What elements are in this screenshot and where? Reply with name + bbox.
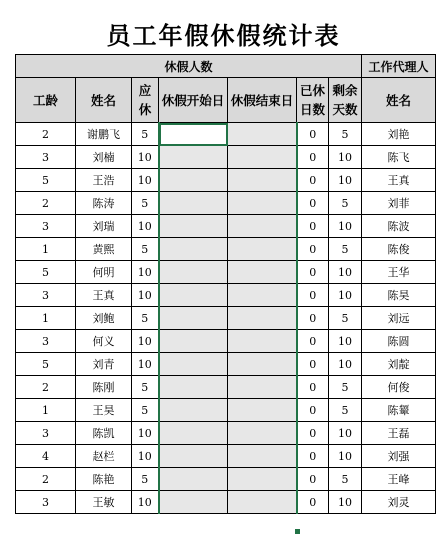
cell-entitled[interactable]: 10 <box>132 445 159 468</box>
col-header-end-date[interactable]: 休假结束日 <box>228 78 297 123</box>
cell-remaining[interactable]: 5 <box>329 192 362 215</box>
cell-remaining[interactable]: 10 <box>329 215 362 238</box>
cell-entitled[interactable]: 10 <box>132 146 159 169</box>
cell-seniority[interactable]: 1 <box>16 307 76 330</box>
table-row <box>16 353 436 376</box>
cell-taken[interactable]: 0 <box>297 491 329 514</box>
cell-end-date[interactable] <box>228 284 297 307</box>
cell-agent-name[interactable]: 刘菲 <box>362 192 436 215</box>
table-row <box>16 491 436 514</box>
cell-seniority[interactable]: 3 <box>16 422 76 445</box>
table-row <box>16 238 436 261</box>
table-row <box>16 468 436 491</box>
cell-end-date[interactable] <box>228 215 297 238</box>
cell-start-date[interactable] <box>159 445 228 468</box>
table-row <box>16 284 436 307</box>
table-row <box>16 399 436 422</box>
cell-name[interactable]: 陈刚 <box>76 376 132 399</box>
cell-entitled[interactable]: 5 <box>132 376 159 399</box>
cell-end-date[interactable] <box>228 330 297 353</box>
cell-remaining[interactable]: 5 <box>329 399 362 422</box>
cell-start-date[interactable] <box>159 284 228 307</box>
cell-start-date[interactable] <box>159 491 228 514</box>
cell-start-date[interactable] <box>159 353 228 376</box>
cell-agent-name[interactable]: 刘远 <box>362 307 436 330</box>
cell-taken[interactable]: 0 <box>297 468 329 491</box>
cell-seniority[interactable]: 1 <box>16 399 76 422</box>
cell-seniority[interactable]: 5 <box>16 353 76 376</box>
cell-name[interactable]: 王敏 <box>76 491 132 514</box>
cell-name[interactable]: 刘青 <box>76 353 132 376</box>
table-row <box>16 376 436 399</box>
cell-taken[interactable]: 0 <box>297 399 329 422</box>
cell-name[interactable]: 王昊 <box>76 399 132 422</box>
col-header-agent-name[interactable]: 姓名 <box>362 78 436 123</box>
cell-taken[interactable]: 0 <box>297 215 329 238</box>
cell-taken[interactable]: 0 <box>297 445 329 468</box>
cell-seniority[interactable]: 5 <box>16 261 76 284</box>
cell-start-date[interactable] <box>159 215 228 238</box>
cell-agent-name[interactable]: 刘艳 <box>362 123 436 146</box>
cell-end-date[interactable] <box>228 376 297 399</box>
cell-remaining[interactable]: 5 <box>329 307 362 330</box>
cell-seniority[interactable]: 2 <box>16 376 76 399</box>
cell-entitled[interactable]: 5 <box>132 399 159 422</box>
cell-start-date[interactable] <box>159 307 228 330</box>
cell-agent-name[interactable]: 刘靛 <box>362 353 436 376</box>
table-row <box>16 422 436 445</box>
cell-name[interactable]: 王浩 <box>76 169 132 192</box>
cell-name[interactable]: 黄熙 <box>76 238 132 261</box>
cell-end-date[interactable] <box>228 238 297 261</box>
cell-start-date[interactable] <box>159 376 228 399</box>
cell-end-date[interactable] <box>228 445 297 468</box>
cell-agent-name[interactable]: 刘强 <box>362 445 436 468</box>
cell-taken[interactable]: 0 <box>297 123 329 146</box>
cell-taken[interactable]: 0 <box>297 238 329 261</box>
cell-name[interactable]: 陈艳 <box>76 468 132 491</box>
col-header-entitled[interactable]: 应休 <box>132 78 159 123</box>
cell-entitled[interactable]: 5 <box>132 468 159 491</box>
cell-remaining[interactable]: 10 <box>329 491 362 514</box>
cell-name[interactable]: 刘瑞 <box>76 215 132 238</box>
group-header-leave[interactable]: 休假人数 <box>16 55 362 78</box>
col-header-taken[interactable]: 已休日数 <box>297 78 329 123</box>
cell-agent-name[interactable]: 陈飞 <box>362 146 436 169</box>
table-row <box>16 146 436 169</box>
cell-entitled[interactable]: 5 <box>132 123 159 146</box>
cell-remaining[interactable]: 5 <box>329 123 362 146</box>
cell-remaining[interactable]: 10 <box>329 422 362 445</box>
cell-agent-name[interactable]: 王真 <box>362 169 436 192</box>
cell-taken[interactable]: 0 <box>297 169 329 192</box>
cell-agent-name[interactable]: 陈颦 <box>362 399 436 422</box>
table-row <box>16 169 436 192</box>
cell-name[interactable]: 陈凯 <box>76 422 132 445</box>
cell-start-date[interactable] <box>159 330 228 353</box>
cell-seniority[interactable]: 3 <box>16 491 76 514</box>
cell-agent-name[interactable]: 陈昊 <box>362 284 436 307</box>
cell-name[interactable]: 陈涛 <box>76 192 132 215</box>
cell-entitled[interactable]: 5 <box>132 192 159 215</box>
cell-seniority[interactable]: 4 <box>16 445 76 468</box>
cell-taken[interactable]: 0 <box>297 422 329 445</box>
cell-seniority[interactable]: 3 <box>16 330 76 353</box>
cell-start-date[interactable] <box>159 261 228 284</box>
cell-end-date[interactable] <box>228 146 297 169</box>
cell-agent-name[interactable]: 王峰 <box>362 468 436 491</box>
cell-agent-name[interactable]: 陈圆 <box>362 330 436 353</box>
cell-entitled[interactable]: 10 <box>132 169 159 192</box>
cell-seniority[interactable]: 3 <box>16 215 76 238</box>
cell-taken[interactable]: 0 <box>297 376 329 399</box>
cell-start-date[interactable] <box>159 238 228 261</box>
cell-seniority[interactable]: 2 <box>16 192 76 215</box>
cell-start-date[interactable] <box>159 169 228 192</box>
cell-entitled[interactable]: 10 <box>132 261 159 284</box>
cell-taken[interactable]: 0 <box>297 353 329 376</box>
cell-name[interactable]: 赵栏 <box>76 445 132 468</box>
table-row <box>16 261 436 284</box>
cell-start-date[interactable] <box>159 123 228 146</box>
cell-end-date[interactable] <box>228 399 297 422</box>
cell-seniority[interactable]: 5 <box>16 169 76 192</box>
table-row <box>16 330 436 353</box>
cell-remaining[interactable]: 10 <box>329 330 362 353</box>
col-header-name[interactable]: 姓名 <box>76 78 132 123</box>
cell-start-date[interactable] <box>159 468 228 491</box>
cell-remaining[interactable]: 10 <box>329 261 362 284</box>
cell-name[interactable]: 王真 <box>76 284 132 307</box>
cell-name[interactable]: 何义 <box>76 330 132 353</box>
cell-end-date[interactable] <box>228 261 297 284</box>
col-header-start-date[interactable]: 休假开始日 <box>159 78 228 123</box>
fill-handle[interactable] <box>295 529 300 534</box>
cell-taken[interactable]: 0 <box>297 284 329 307</box>
cell-remaining[interactable]: 10 <box>329 284 362 307</box>
sheet-title: 员工年假休假统计表 <box>106 22 341 50</box>
cell-entitled[interactable]: 10 <box>132 422 159 445</box>
cell-remaining[interactable]: 10 <box>329 445 362 468</box>
cell-entitled[interactable]: 10 <box>132 284 159 307</box>
cell-agent-name[interactable]: 陈波 <box>362 215 436 238</box>
cell-remaining[interactable]: 10 <box>329 146 362 169</box>
cell-agent-name[interactable]: 王磊 <box>362 422 436 445</box>
table-row <box>16 192 436 215</box>
cell-agent-name[interactable]: 陈俊 <box>362 238 436 261</box>
cell-entitled[interactable]: 5 <box>132 238 159 261</box>
cell-taken[interactable]: 0 <box>297 330 329 353</box>
cell-start-date[interactable] <box>159 192 228 215</box>
cell-end-date[interactable] <box>228 468 297 491</box>
cell-end-date[interactable] <box>228 307 297 330</box>
cell-end-date[interactable] <box>228 123 297 146</box>
cell-end-date[interactable] <box>228 491 297 514</box>
cell-name[interactable]: 谢鹏飞 <box>76 123 132 146</box>
cell-entitled[interactable]: 10 <box>132 491 159 514</box>
cell-end-date[interactable] <box>228 192 297 215</box>
col-header-seniority[interactable]: 工龄 <box>16 78 76 123</box>
cell-name[interactable]: 何明 <box>76 261 132 284</box>
cell-remaining[interactable]: 10 <box>329 169 362 192</box>
cell-entitled[interactable]: 10 <box>132 215 159 238</box>
cell-taken[interactable]: 0 <box>297 146 329 169</box>
cell-taken[interactable]: 0 <box>297 307 329 330</box>
cell-seniority[interactable]: 2 <box>16 468 76 491</box>
leave-table <box>15 54 436 514</box>
cell-remaining[interactable]: 10 <box>329 353 362 376</box>
cell-end-date[interactable] <box>228 422 297 445</box>
cell-agent-name[interactable]: 刘灵 <box>362 491 436 514</box>
table-body <box>16 123 436 514</box>
cell-agent-name[interactable]: 王华 <box>362 261 436 284</box>
cell-name[interactable]: 刘楠 <box>76 146 132 169</box>
cell-agent-name[interactable]: 何俊 <box>362 376 436 399</box>
cell-start-date[interactable] <box>159 399 228 422</box>
cell-name[interactable]: 刘鲍 <box>76 307 132 330</box>
cell-taken[interactable]: 0 <box>297 192 329 215</box>
cell-end-date[interactable] <box>228 169 297 192</box>
cell-entitled[interactable]: 10 <box>132 353 159 376</box>
cell-entitled[interactable]: 5 <box>132 307 159 330</box>
table-row <box>16 445 436 468</box>
cell-start-date[interactable] <box>159 146 228 169</box>
cell-end-date[interactable] <box>228 353 297 376</box>
col-header-remaining[interactable]: 剩余天数 <box>329 78 362 123</box>
cell-seniority[interactable]: 2 <box>16 123 76 146</box>
cell-seniority[interactable]: 3 <box>16 284 76 307</box>
cell-start-date[interactable] <box>159 422 228 445</box>
table-row <box>16 123 436 146</box>
cell-remaining[interactable]: 5 <box>329 238 362 261</box>
table-row <box>16 215 436 238</box>
cell-entitled[interactable]: 10 <box>132 330 159 353</box>
group-header-agent[interactable]: 工作代理人 <box>362 55 436 78</box>
cell-remaining[interactable]: 5 <box>329 468 362 491</box>
table-row <box>16 307 436 330</box>
cell-taken[interactable]: 0 <box>297 261 329 284</box>
cell-seniority[interactable]: 3 <box>16 146 76 169</box>
cell-remaining[interactable]: 5 <box>329 376 362 399</box>
cell-seniority[interactable]: 1 <box>16 238 76 261</box>
